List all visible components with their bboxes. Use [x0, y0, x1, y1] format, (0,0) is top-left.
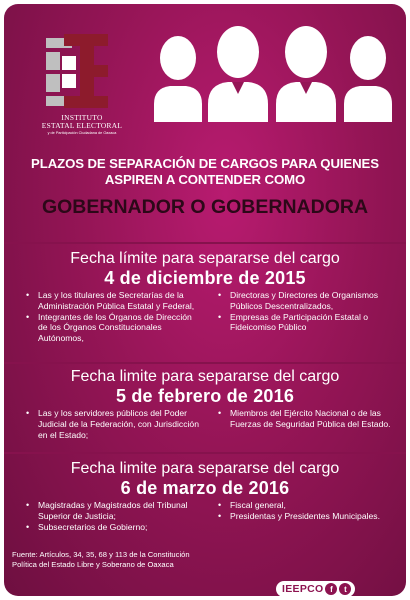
section-2-right-list	[218, 408, 394, 430]
section-date: 5 de febrero de 2016	[115, 386, 295, 406]
facebook-icon[interactable]: f	[325, 583, 337, 595]
divider	[4, 242, 406, 244]
heading-line1: PLAZOS DE SEPARACIÓN DE CARGOS PARA QUIENES	[31, 156, 379, 171]
poster	[4, 4, 406, 596]
heading-line2: ASPIREN A CONTENDER COMO	[104, 172, 306, 187]
section-date: 4 de diciembre de 2015	[104, 268, 306, 288]
section-3-left-list	[26, 500, 202, 532]
section-title: Fecha límite para separarse del cargo	[70, 250, 340, 267]
list-item: • Magistradas y Magistrados del Tribunal Superior de Justicia;	[26, 500, 202, 522]
list-item: • Integrantes de los Órganos de Dirección de los Órganos Constitucionales Autónomos,	[26, 312, 202, 344]
list-item: • Subsecretarios de Gobierno;	[26, 522, 202, 533]
section-1-left-list	[26, 290, 202, 344]
deadline-section-3	[4, 460, 406, 498]
divider	[4, 452, 406, 454]
logo-title-line1: INSTITUTO	[61, 113, 103, 122]
section-title: Fecha limite para separarse del cargo	[70, 460, 340, 477]
section-3-right-list	[218, 500, 394, 522]
logo-title-line2: ESTATAL ELECTORAL	[41, 121, 123, 130]
ieepco-logo-mark-icon	[42, 34, 112, 112]
list-item: • Empresas de Participación Estatal o Fideicomiso Público	[218, 312, 394, 334]
section-2-left-list	[26, 408, 202, 440]
list-item: • Miembros del Ejército Nacional o de las Fuerzas de Seguridad Pública del Estado.	[218, 408, 394, 430]
list-item: • Directoras y Directores de Organismos Públicos Descentralizados,	[218, 290, 394, 312]
heading-main: GOBERNADOR O GOBERNADORA	[41, 196, 369, 218]
list-item: • Fiscal general,	[218, 500, 394, 511]
heading	[4, 156, 406, 218]
footer-brand	[276, 581, 355, 596]
logo-subtitle: y de Participación Ciudadana de Oaxaca	[47, 131, 117, 135]
section-title: Fecha limite para separarse del cargo	[70, 368, 340, 385]
list-item: • Las y los servidores públicos del Poder Judicial de la Federación, con Jurisdicción en el Estado;	[26, 408, 202, 440]
twitter-icon[interactable]: t	[339, 583, 351, 595]
list-item: • Presidentas y Presidentes Municipales.	[218, 511, 394, 522]
section-date: 6 de marzo de 2016	[120, 478, 290, 498]
brand-label: IEEPCO	[282, 583, 324, 595]
footer-source: Fuente: Artículos, 34, 35, 68 y 113 de la Constitución Política del Estado Libre y Soberano de Oaxaca	[12, 550, 190, 569]
list-item: • Las y los titulares de Secretarías de la Administración Pública Estatal y Federal,	[26, 290, 202, 312]
deadline-section-2	[4, 368, 406, 406]
ieepco-logo	[26, 34, 138, 146]
divider	[4, 362, 406, 364]
deadline-section-1	[4, 250, 406, 288]
section-1-right-list	[218, 290, 394, 333]
candidates-icon	[148, 22, 396, 122]
